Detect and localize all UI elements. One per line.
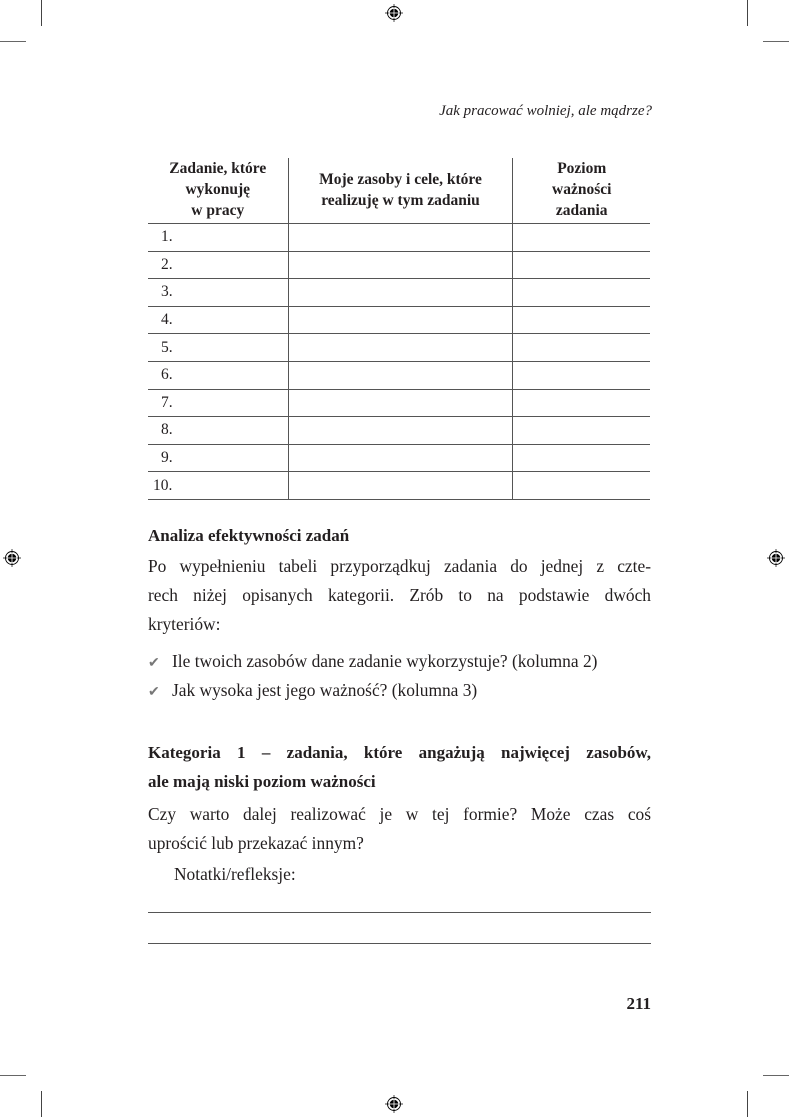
category-1-body: Czy warto dalej realizować je w tej formie? Może czas coś uprościć lub przekazać innym? [148, 804, 651, 853]
resources-cell[interactable] [288, 224, 513, 252]
registration-mark-icon [3, 549, 21, 567]
table-row [148, 251, 650, 279]
analysis-intro: Po wypełnieniu tabeli przyporządkuj zadania do jednej z czte- rech niżej opisanych kategorii. Zrób to na podstawie dwóch kryteriów: [148, 556, 651, 634]
resources-cell[interactable] [288, 417, 513, 445]
page-number: 211 [626, 994, 651, 1013]
resources-cell[interactable] [288, 251, 513, 279]
resources-cell[interactable] [288, 334, 513, 362]
criteria-item: ✔ Ile twoich zasobów dane zadanie wykorzystuje? (kolumna 2) [148, 651, 598, 671]
row-number: 4. [148, 306, 288, 334]
importance-cell[interactable] [513, 472, 650, 500]
importance-cell[interactable] [513, 334, 650, 362]
crop-mark-bottom-right-h [763, 1075, 789, 1076]
header-resources-goals: Moje zasoby i cele, które realizuję w tym zadaniu [288, 158, 513, 224]
crop-mark-top-left-h [0, 41, 26, 42]
importance-cell[interactable] [513, 306, 650, 334]
header-task: Zadanie, które wykonuję w pracy [148, 158, 288, 224]
task-worksheet-table [148, 158, 650, 500]
crop-mark-bottom-left-h [0, 1075, 26, 1076]
resources-cell[interactable] [288, 444, 513, 472]
row-number: 7. [148, 389, 288, 417]
category-1-title: Kategoria 1 – zadania, które angażują najwięcej zasobów, ale mają niski poziom ważności [148, 743, 651, 791]
importance-cell[interactable] [513, 361, 650, 389]
notes-line-2[interactable] [148, 943, 651, 944]
crop-mark-top-left [41, 0, 42, 26]
row-number: 9. [148, 444, 288, 472]
table-row [148, 361, 650, 389]
table-row [148, 444, 650, 472]
checkmark-icon: ✔ [148, 685, 160, 700]
table-row [148, 389, 650, 417]
crop-mark-top-right [747, 0, 748, 26]
row-number: 10. [148, 472, 288, 500]
table-row [148, 306, 650, 334]
row-number: 2. [148, 251, 288, 279]
running-head: Jak pracować wolniej, ale mądrze? [439, 103, 652, 119]
resources-cell[interactable] [288, 306, 513, 334]
table-row [148, 472, 650, 500]
table-row [148, 279, 650, 307]
registration-mark-icon [385, 4, 403, 22]
resources-cell[interactable] [288, 472, 513, 500]
resources-cell[interactable] [288, 389, 513, 417]
table-header-row [148, 158, 650, 224]
criteria-item: ✔ Jak wysoka jest jego ważność? (kolumna 3) [148, 680, 478, 700]
notes-line-1[interactable] [148, 912, 651, 913]
resources-cell[interactable] [288, 361, 513, 389]
notes-label: Notatki/refleksje: [174, 864, 296, 884]
registration-mark-icon [767, 549, 785, 567]
importance-cell[interactable] [513, 417, 650, 445]
checkmark-icon: ✔ [148, 656, 160, 671]
row-number: 5. [148, 334, 288, 362]
registration-mark-icon [385, 1095, 403, 1113]
importance-cell[interactable] [513, 224, 650, 252]
table-row [148, 224, 650, 252]
row-number: 3. [148, 279, 288, 307]
header-importance-level: Poziom ważności zadania [513, 158, 650, 224]
table-row [148, 417, 650, 445]
importance-cell[interactable] [513, 444, 650, 472]
crop-mark-bottom-right [747, 1091, 748, 1117]
row-number: 1. [148, 224, 288, 252]
row-number: 6. [148, 361, 288, 389]
importance-cell[interactable] [513, 279, 650, 307]
importance-cell[interactable] [513, 251, 650, 279]
importance-cell[interactable] [513, 389, 650, 417]
crop-mark-top-right-h [763, 41, 789, 42]
row-number: 8. [148, 417, 288, 445]
table-row [148, 334, 650, 362]
section-title-analysis: Analiza efektywności zadań [148, 526, 350, 545]
crop-mark-bottom-left [41, 1091, 42, 1117]
resources-cell[interactable] [288, 279, 513, 307]
